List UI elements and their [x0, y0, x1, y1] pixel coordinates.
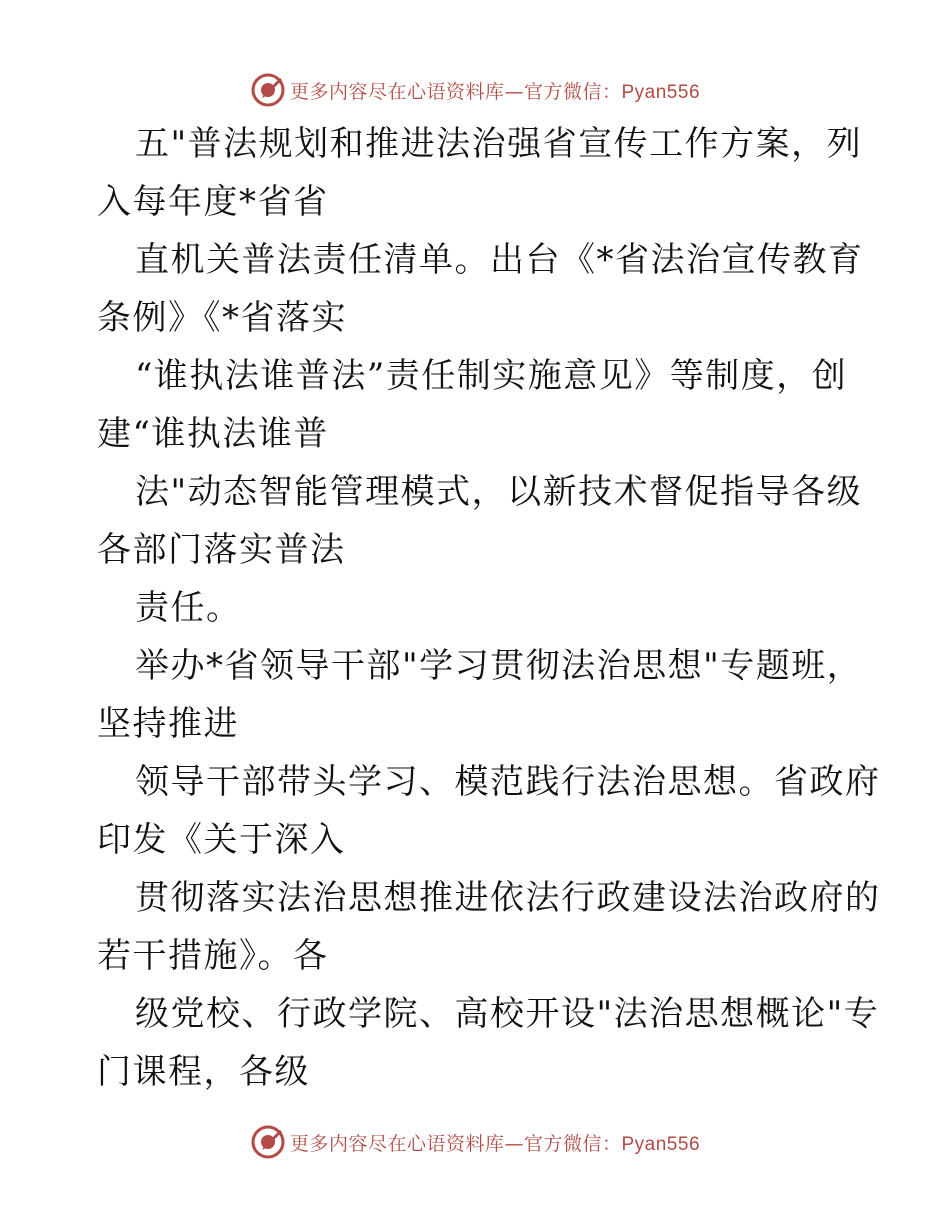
wechat-id: Pyan556	[621, 1133, 701, 1155]
text-line: 各部门落实普法	[97, 530, 346, 570]
text-line: 五"普法规划和推进法治强省宣传工作方案，列	[135, 124, 863, 164]
text-line: 门课程，各级	[97, 1052, 310, 1092]
text-line: 坚持推进	[97, 704, 239, 744]
footer-banner	[0, 1122, 950, 1162]
text-line: 贯彻落实法治思想推进依法行政建设法治政府的	[135, 878, 881, 918]
brand-logo-icon	[250, 72, 286, 108]
brand-logo-icon	[250, 1124, 286, 1160]
text-line: “谁执法谁普法”责任制实施意见》等制度，创	[135, 356, 848, 396]
text-line: 直机关普法责任清单。出台《*省法治宣传教育	[135, 240, 864, 280]
text-line: 建“谁执法谁普	[97, 414, 329, 454]
text-line: 责任。	[135, 588, 242, 628]
wechat-id: Pyan556	[621, 81, 701, 103]
banner-text: 更多内容尽在心语资料库—官方微信：Pyan556	[289, 80, 701, 103]
banner-text: 更多内容尽在心语资料库—官方微信：Pyan556	[289, 1132, 701, 1155]
text-line: 入每年度*省省	[97, 182, 329, 222]
text-line: 领导干部带头学习、模范践行法治思想。省政府	[135, 762, 881, 802]
text-line: 若干措施》。各	[97, 936, 329, 976]
text-line: 条例》《*省落实	[97, 298, 347, 338]
text-line: 印发《关于深入	[97, 820, 346, 860]
document-body	[97, 115, 881, 1101]
text-line: 举办*省领导干部"学习贯彻法治思想"专题班，	[135, 646, 863, 686]
text-line: 级党校、行政学院、高校开设"法治思想概论"专	[135, 994, 880, 1034]
text-line: 法"动态智能管理模式，以新技术督促指导各级	[135, 472, 863, 512]
header-banner	[0, 70, 950, 110]
